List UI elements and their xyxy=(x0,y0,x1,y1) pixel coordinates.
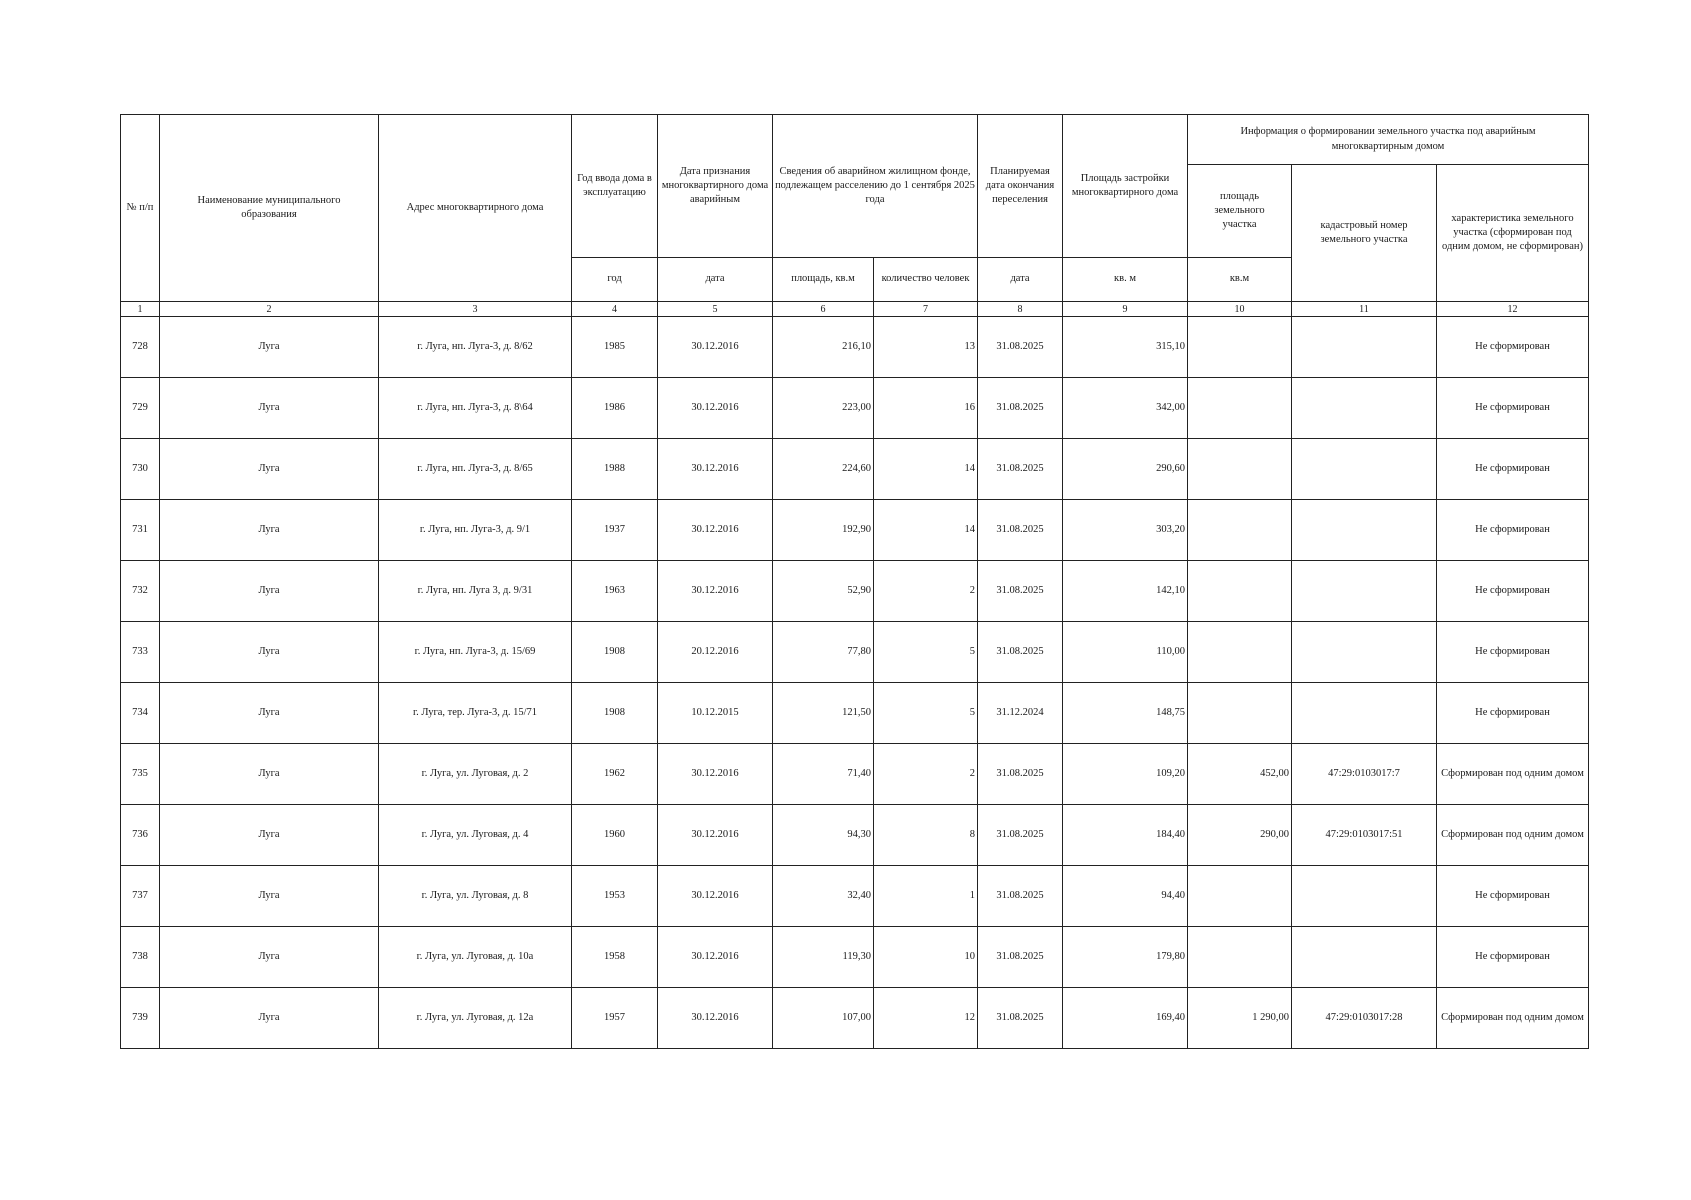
cell-area: 77,80 xyxy=(773,622,874,683)
column-number: 1 xyxy=(121,302,160,317)
cell-address: г. Луга, ул. Луговая, д. 4 xyxy=(379,805,572,866)
cell-num: 738 xyxy=(121,927,160,988)
table-row xyxy=(121,622,1589,683)
cell-area: 71,40 xyxy=(773,744,874,805)
cell-date-recognition: 30.12.2016 xyxy=(658,500,773,561)
cell-address: г. Луга, нп. Луга 3, д. 9/31 xyxy=(379,561,572,622)
cell-build-area: 315,10 xyxy=(1063,317,1188,378)
cell-people: 5 xyxy=(874,622,978,683)
cell-address: г. Луга, нп. Луга-3, д. 9/1 xyxy=(379,500,572,561)
cell-year: 1962 xyxy=(572,744,658,805)
column-number: 6 xyxy=(773,302,874,317)
cell-people: 13 xyxy=(874,317,978,378)
header-num: № п/п xyxy=(121,115,160,302)
table-header xyxy=(121,115,1589,317)
cell-people: 14 xyxy=(874,439,978,500)
table-body xyxy=(121,317,1589,1049)
cell-municipality: Луга xyxy=(160,744,379,805)
cell-cadastral: 47:29:0103017:28 xyxy=(1292,988,1437,1049)
cell-build-area: 169,40 xyxy=(1063,988,1188,1049)
header-build-area: Площадь застройки многоквартирного дома xyxy=(1063,115,1188,258)
cell-cadastral xyxy=(1292,439,1437,500)
cell-year: 1958 xyxy=(572,927,658,988)
cell-land-char: Не сформирован xyxy=(1437,622,1589,683)
header-municipality: Наименование муниципального образования xyxy=(160,115,379,302)
cell-address: г. Луга, нп. Луга-3, д. 15/69 xyxy=(379,622,572,683)
cell-cadastral xyxy=(1292,866,1437,927)
emergency-housing-table xyxy=(120,114,1589,1049)
table-row xyxy=(121,805,1589,866)
cell-people: 1 xyxy=(874,866,978,927)
cell-people: 10 xyxy=(874,927,978,988)
cell-address: г. Луга, нп. Луга-3, д. 8/65 xyxy=(379,439,572,500)
cell-build-area: 303,20 xyxy=(1063,500,1188,561)
cell-build-area: 148,75 xyxy=(1063,683,1188,744)
cell-year: 1957 xyxy=(572,988,658,1049)
cell-num: 731 xyxy=(121,500,160,561)
cell-municipality: Луга xyxy=(160,622,379,683)
cell-area: 121,50 xyxy=(773,683,874,744)
cell-land-char: Не сформирован xyxy=(1437,439,1589,500)
cell-people: 2 xyxy=(874,561,978,622)
cell-municipality: Луга xyxy=(160,683,379,744)
cell-planned-date: 31.08.2025 xyxy=(978,927,1063,988)
cell-cadastral xyxy=(1292,622,1437,683)
cell-year: 1908 xyxy=(572,622,658,683)
cell-address: г. Луга, ул. Луговая, д. 2 xyxy=(379,744,572,805)
cell-land-area xyxy=(1188,500,1292,561)
table-row xyxy=(121,744,1589,805)
cell-municipality: Луга xyxy=(160,866,379,927)
cell-planned-date: 31.12.2024 xyxy=(978,683,1063,744)
cell-num: 739 xyxy=(121,988,160,1049)
cell-cadastral xyxy=(1292,317,1437,378)
column-number: 10 xyxy=(1188,302,1292,317)
cell-date-recognition: 30.12.2016 xyxy=(658,561,773,622)
cell-planned-date: 31.08.2025 xyxy=(978,622,1063,683)
table-row xyxy=(121,866,1589,927)
header-address: Адрес многоквартирного дома xyxy=(379,115,572,302)
cell-land-area xyxy=(1188,683,1292,744)
cell-municipality: Луга xyxy=(160,317,379,378)
cell-people: 16 xyxy=(874,378,978,439)
cell-address: г. Луга, ул. Луговая, д. 12а xyxy=(379,988,572,1049)
header-cadastral: кадастровый номер земельного участка xyxy=(1292,165,1437,302)
table-row xyxy=(121,561,1589,622)
cell-planned-date: 31.08.2025 xyxy=(978,866,1063,927)
cell-area: 223,00 xyxy=(773,378,874,439)
cell-year: 1953 xyxy=(572,866,658,927)
unit-planned-date: дата xyxy=(978,258,1063,302)
cell-address: г. Луга, нп. Луга-3, д. 8\64 xyxy=(379,378,572,439)
cell-date-recognition: 30.12.2016 xyxy=(658,378,773,439)
cell-people: 12 xyxy=(874,988,978,1049)
cell-land-area: 1 290,00 xyxy=(1188,988,1292,1049)
cell-municipality: Луга xyxy=(160,988,379,1049)
cell-area: 107,00 xyxy=(773,988,874,1049)
unit-land-area: кв.м xyxy=(1188,258,1292,302)
table-row xyxy=(121,500,1589,561)
cell-land-char: Сформирован под одним домом xyxy=(1437,744,1589,805)
cell-address: г. Луга, тер. Луга-3, д. 15/71 xyxy=(379,683,572,744)
cell-planned-date: 31.08.2025 xyxy=(978,805,1063,866)
cell-area: 216,10 xyxy=(773,317,874,378)
cell-build-area: 142,10 xyxy=(1063,561,1188,622)
cell-municipality: Луга xyxy=(160,805,379,866)
unit-date: дата xyxy=(658,258,773,302)
header-land-area: площадь земельного участка xyxy=(1188,165,1292,258)
cell-land-area xyxy=(1188,439,1292,500)
cell-planned-date: 31.08.2025 xyxy=(978,561,1063,622)
cell-municipality: Луга xyxy=(160,439,379,500)
table-row xyxy=(121,988,1589,1049)
cell-municipality: Луга xyxy=(160,561,379,622)
cell-cadastral xyxy=(1292,500,1437,561)
cell-date-recognition: 30.12.2016 xyxy=(658,744,773,805)
cell-address: г. Луга, нп. Луга-3, д. 8/62 xyxy=(379,317,572,378)
cell-num: 729 xyxy=(121,378,160,439)
cell-date-recognition: 10.12.2015 xyxy=(658,683,773,744)
cell-land-char: Не сформирован xyxy=(1437,500,1589,561)
cell-year: 1985 xyxy=(572,317,658,378)
unit-people: количество человек xyxy=(874,258,978,302)
cell-date-recognition: 30.12.2016 xyxy=(658,439,773,500)
cell-land-char: Не сформирован xyxy=(1437,683,1589,744)
cell-planned-date: 31.08.2025 xyxy=(978,988,1063,1049)
cell-cadastral: 47:29:0103017:51 xyxy=(1292,805,1437,866)
cell-cadastral xyxy=(1292,378,1437,439)
cell-people: 5 xyxy=(874,683,978,744)
cell-planned-date: 31.08.2025 xyxy=(978,317,1063,378)
cell-land-char: Не сформирован xyxy=(1437,317,1589,378)
cell-build-area: 110,00 xyxy=(1063,622,1188,683)
cell-year: 1937 xyxy=(572,500,658,561)
cell-year: 1963 xyxy=(572,561,658,622)
column-number: 12 xyxy=(1437,302,1589,317)
header-date-recognition: Дата признания многоквартирного дома аварийным xyxy=(658,115,773,258)
cell-people: 14 xyxy=(874,500,978,561)
cell-land-area xyxy=(1188,561,1292,622)
table-row xyxy=(121,683,1589,744)
column-number: 5 xyxy=(658,302,773,317)
cell-land-area xyxy=(1188,317,1292,378)
cell-address: г. Луга, ул. Луговая, д. 10а xyxy=(379,927,572,988)
cell-land-char: Сформирован под одним домом xyxy=(1437,805,1589,866)
cell-planned-date: 31.08.2025 xyxy=(978,744,1063,805)
cell-num: 732 xyxy=(121,561,160,622)
cell-people: 8 xyxy=(874,805,978,866)
cell-cadastral xyxy=(1292,561,1437,622)
header-land-char: характеристика земельного участка (сформирован под одним домом, не сформирован) xyxy=(1437,165,1589,302)
cell-build-area: 94,40 xyxy=(1063,866,1188,927)
cell-area: 192,90 xyxy=(773,500,874,561)
cell-planned-date: 31.08.2025 xyxy=(978,500,1063,561)
cell-land-area xyxy=(1188,927,1292,988)
column-number: 9 xyxy=(1063,302,1188,317)
header-land-info: Информация о формировании земельного участка под аварийным многоквартирным домом xyxy=(1188,115,1589,165)
cell-date-recognition: 30.12.2016 xyxy=(658,927,773,988)
cell-land-area: 452,00 xyxy=(1188,744,1292,805)
unit-build-area: кв. м xyxy=(1063,258,1188,302)
cell-land-area xyxy=(1188,622,1292,683)
cell-municipality: Луга xyxy=(160,927,379,988)
cell-people: 2 xyxy=(874,744,978,805)
cell-land-area xyxy=(1188,378,1292,439)
cell-area: 119,30 xyxy=(773,927,874,988)
cell-land-char: Не сформирован xyxy=(1437,866,1589,927)
cell-num: 737 xyxy=(121,866,160,927)
header-year: Год ввода дома в эксплуатацию xyxy=(572,115,658,258)
header-planned-date: Планируемая дата окончания переселения xyxy=(978,115,1063,258)
cell-date-recognition: 30.12.2016 xyxy=(658,805,773,866)
column-numbers-row xyxy=(121,302,1589,317)
column-number: 11 xyxy=(1292,302,1437,317)
header-fund-info: Сведения об аварийном жилищном фонде, подлежащем расселению до 1 сентября 2025 года xyxy=(773,115,978,258)
cell-cadastral xyxy=(1292,927,1437,988)
column-number: 2 xyxy=(160,302,379,317)
cell-build-area: 109,20 xyxy=(1063,744,1188,805)
cell-year: 1986 xyxy=(572,378,658,439)
unit-area: площадь, кв.м xyxy=(773,258,874,302)
table-row xyxy=(121,439,1589,500)
unit-year: год xyxy=(572,258,658,302)
cell-planned-date: 31.08.2025 xyxy=(978,378,1063,439)
cell-land-char: Не сформирован xyxy=(1437,378,1589,439)
cell-date-recognition: 30.12.2016 xyxy=(658,317,773,378)
cell-address: г. Луга, ул. Луговая, д. 8 xyxy=(379,866,572,927)
cell-year: 1908 xyxy=(572,683,658,744)
cell-date-recognition: 20.12.2016 xyxy=(658,622,773,683)
table-row xyxy=(121,927,1589,988)
cell-municipality: Луга xyxy=(160,500,379,561)
cell-build-area: 179,80 xyxy=(1063,927,1188,988)
cell-num: 734 xyxy=(121,683,160,744)
cell-land-area xyxy=(1188,866,1292,927)
cell-build-area: 290,60 xyxy=(1063,439,1188,500)
table-row xyxy=(121,378,1589,439)
cell-area: 32,40 xyxy=(773,866,874,927)
cell-planned-date: 31.08.2025 xyxy=(978,439,1063,500)
cell-build-area: 184,40 xyxy=(1063,805,1188,866)
cell-num: 730 xyxy=(121,439,160,500)
cell-area: 52,90 xyxy=(773,561,874,622)
cell-num: 735 xyxy=(121,744,160,805)
column-number: 8 xyxy=(978,302,1063,317)
cell-land-char: Не сформирован xyxy=(1437,561,1589,622)
column-number: 3 xyxy=(379,302,572,317)
cell-date-recognition: 30.12.2016 xyxy=(658,988,773,1049)
cell-land-area: 290,00 xyxy=(1188,805,1292,866)
cell-land-char: Сформирован под одним домом xyxy=(1437,988,1589,1049)
cell-build-area: 342,00 xyxy=(1063,378,1188,439)
cell-year: 1988 xyxy=(572,439,658,500)
cell-year: 1960 xyxy=(572,805,658,866)
cell-area: 94,30 xyxy=(773,805,874,866)
cell-cadastral xyxy=(1292,683,1437,744)
table-row xyxy=(121,317,1589,378)
column-number: 7 xyxy=(874,302,978,317)
column-number: 4 xyxy=(572,302,658,317)
cell-num: 736 xyxy=(121,805,160,866)
cell-num: 728 xyxy=(121,317,160,378)
cell-municipality: Луга xyxy=(160,378,379,439)
cell-land-char: Не сформирован xyxy=(1437,927,1589,988)
cell-area: 224,60 xyxy=(773,439,874,500)
cell-cadastral: 47:29:0103017:7 xyxy=(1292,744,1437,805)
cell-num: 733 xyxy=(121,622,160,683)
cell-date-recognition: 30.12.2016 xyxy=(658,866,773,927)
